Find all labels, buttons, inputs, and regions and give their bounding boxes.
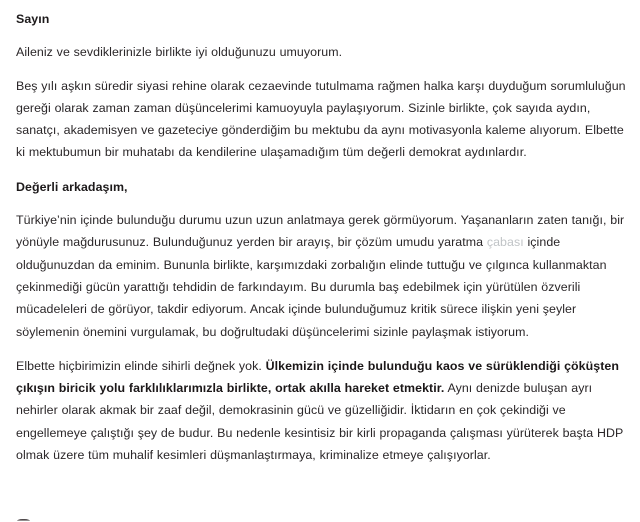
letter-body [16, 8, 626, 466]
letter-greeting: Aileniz ve sevdiklerinizle birlikte iyi olduğunuzu umuyorum. [16, 45, 343, 60]
paragraph-text-run: Türkiye’nin içinde bulunduğu durumu uzun uzun anlatmaya gerek görmüyorum. Yaşananların zaten tanığı, bir yönüyle mağdurusunuz. Bulunduğunuz yerden bir arayış, bir çözüm umudu yaratma [16, 213, 625, 250]
paragraph-text-run: Aynı denizde buluşan ayrı nehirler olarak akmak bir zaaf değil, demokrasinin gücü ve güzelliğidir. İktidarın en çok çekindiği ve engellemeye çalıştığı şey de budur. Bu nedenle kesintisiz bir kirli propaganda çalışması yürüterek başta HDP olmak üzere tüm muhalif kesimleri düşmanlaştırmaya, kriminalize etmeye çalışıyorlar. [16, 381, 624, 463]
letter-heading-friend: Değerli arkadaşım, [16, 179, 128, 194]
emphasized-statement: Ülkemizin içinde bulunduğu kaos ve sürüklendiği çöküşten çıkışın biricik yolu farklılıklarımızla birlikte, ortak akılla hareket etmektir. [16, 358, 619, 396]
letter-salutation: Sayın [16, 12, 50, 26]
letter-paragraph-common-sense [16, 355, 626, 466]
letter-paragraph-intro: Beş yılı aşkın süredir siyasi rehine olarak cezaevinde tutulmama rağmen halka karşı duyduğum sorumluluğun gereği olarak zaman zaman düşüncelerimi kamuoyuyla paylaşıyorum. Sizinle birlikte, çok sayıda aydın, sanatçı, akademisyen ve gazeteciye gönderdiğim bu mektubu da aynı motivasyonla kaleme alıyorum. Elbette ki mektubumun bir muhatabı da kendilerine ulaşamadığım tüm değerli demokrat aydınlardır. [16, 78, 626, 160]
faded-watermark-word: çabası [486, 235, 524, 250]
letter-paragraph-situation [16, 209, 626, 343]
paragraph-text-run: içinde olduğunuzdan da eminim. Bununla birlikte, karşımızdaki zorbalığın elinde tuttuğu ve çılgınca kullanmaktan çekinmediği gücün yarattığı tehdidin de farkındayım. Bu durumla baş edebilmek için yürütülen özverili mücadeleleri de görüyor, takdir ediyorum. Ancak içinde bulunduğumuz kritik sürece ilişkin yeni şeyler söylemenin önemini vurgulamak, bu doğrultudaki düşüncelerimi sizinle paylaşmak istiyorum. [16, 235, 607, 339]
paragraph-text-run: Elbette hiçbirimizin elinde sihirli değnek yok. [16, 358, 266, 373]
